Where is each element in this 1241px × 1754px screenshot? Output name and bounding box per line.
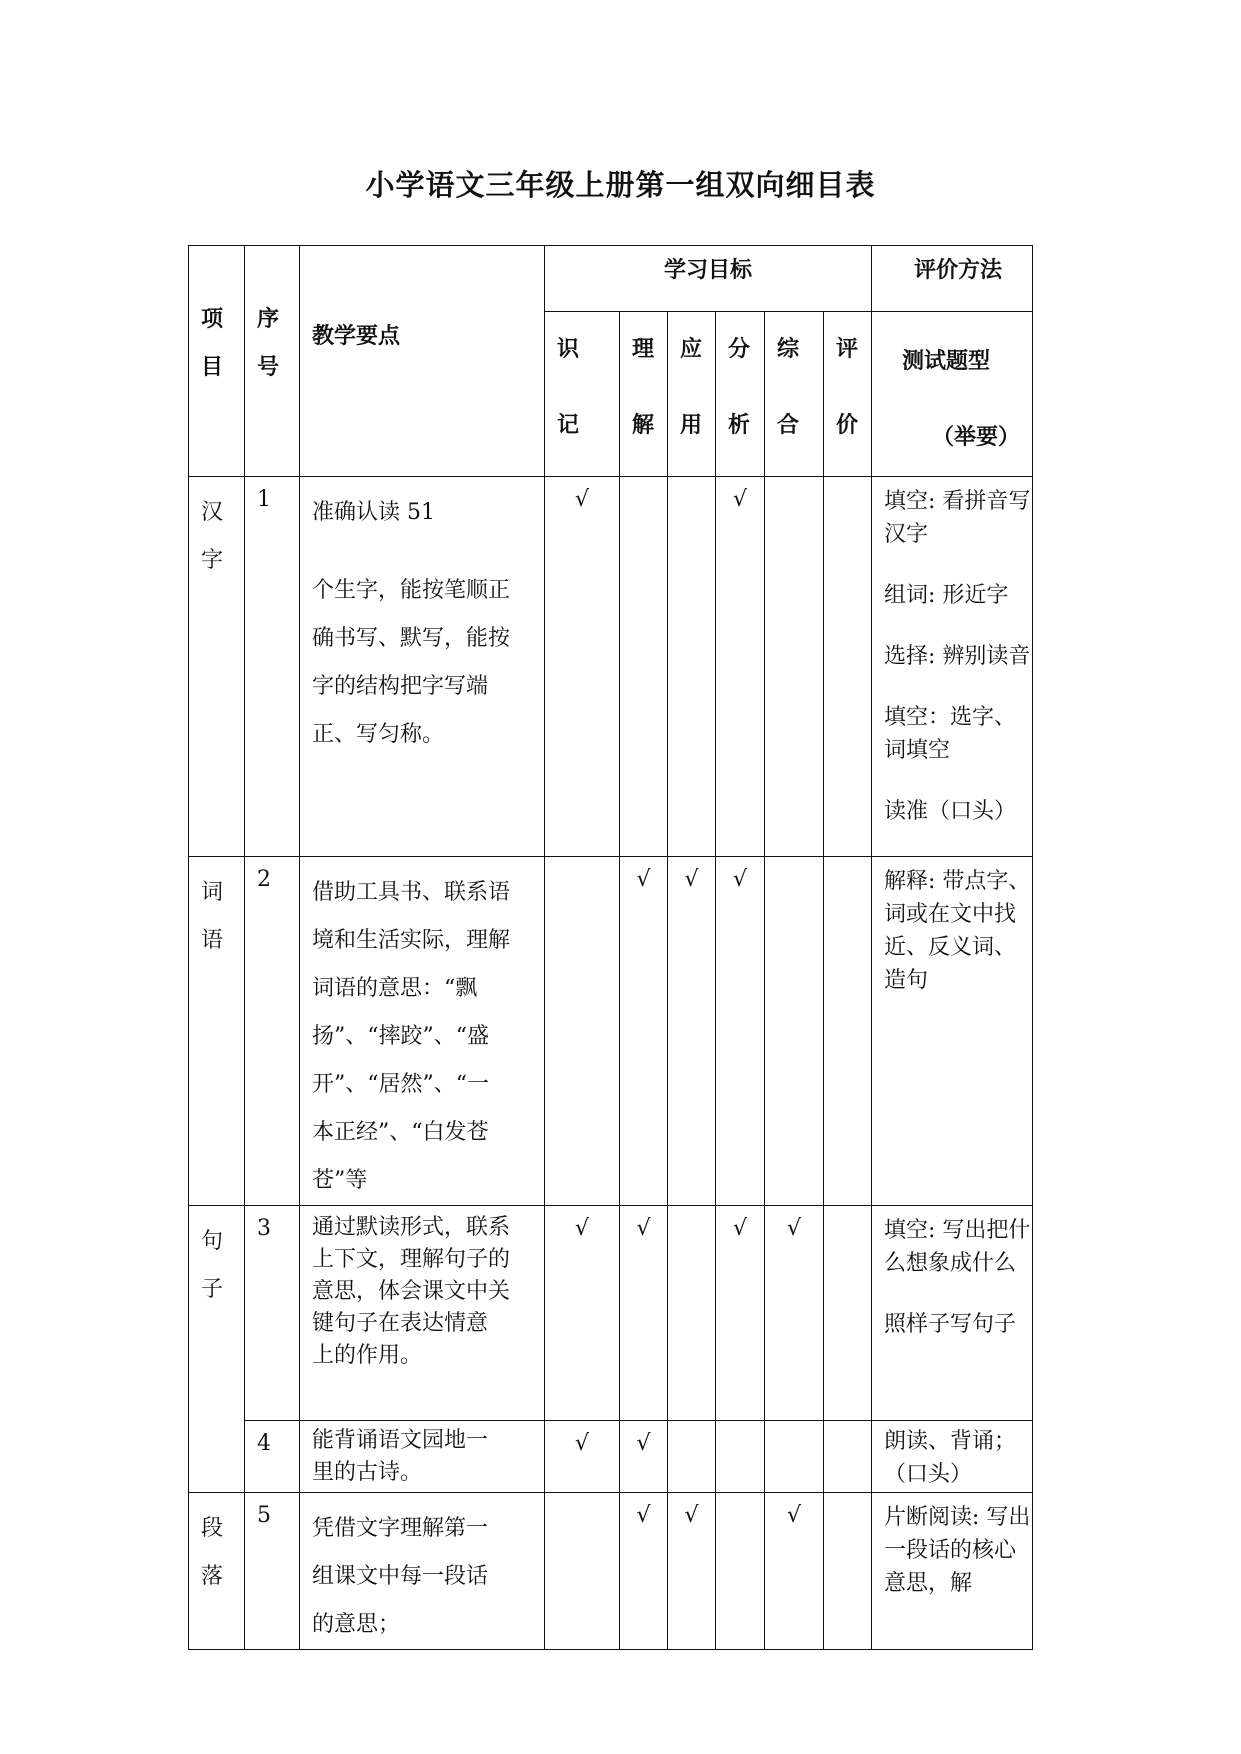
check-cell: √ <box>620 857 668 1206</box>
item-cell: 词 语 <box>189 857 245 1206</box>
eval-cell: 填空: 写出把什么想象成什么 照样子写句子 <box>872 1206 1033 1421</box>
goal-apply: 应 用 <box>668 312 716 477</box>
check-cell: √ <box>545 1421 620 1493</box>
item-cell: 段 落 <box>189 1493 245 1650</box>
eval-cell: 填空: 看拼音写汉字 组词: 形近字 选择: 辨别读音 填空：选字、词填空 读准（口头） <box>872 477 1033 857</box>
goal-analyze: 分 析 <box>716 312 765 477</box>
eval-cell: 朗读、背诵；（口头） <box>872 1421 1033 1493</box>
goal-evaluate: 评 价 <box>824 312 872 477</box>
check-cell <box>765 477 824 857</box>
check-cell <box>668 1206 716 1421</box>
header-item: 项 目 <box>189 246 245 477</box>
check-cell <box>716 1493 765 1650</box>
check-cell <box>765 857 824 1206</box>
header-method: 评价方法 <box>872 246 1033 312</box>
check-cell <box>824 1493 872 1650</box>
points-cell: 通过默读形式，联系 上下文，理解句子的 意思，体会课文中关 键句子在表达情意 上的作用。 <box>300 1206 545 1421</box>
seq-cell: 1 <box>245 477 300 857</box>
table-row <box>189 477 1033 857</box>
check-cell <box>716 1421 765 1493</box>
points-cell: 能背诵语文园地一 里的古诗。 <box>300 1421 545 1493</box>
seq-cell: 5 <box>245 1493 300 1650</box>
check-cell <box>824 1421 872 1493</box>
header-seq: 序 号 <box>245 246 300 477</box>
check-cell: √ <box>620 1493 668 1650</box>
seq-cell: 2 <box>245 857 300 1206</box>
points-cell: 借助工具书、联系语 境和生活实际，理解 词语的意思：“飘 扬”、“摔跤”、“盛 开”、“居然”、“一 本正经”、“白发苍 苍”等 <box>300 857 545 1206</box>
item-cell: 汉 字 <box>189 477 245 857</box>
check-cell <box>824 477 872 857</box>
item-cell: 句 子 <box>189 1206 245 1493</box>
check-cell <box>545 1493 620 1650</box>
check-cell: √ <box>765 1206 824 1421</box>
goal-synthesize: 综 合 <box>765 312 824 477</box>
check-cell <box>620 477 668 857</box>
table-row <box>189 857 1033 1206</box>
table-row <box>189 1206 1033 1421</box>
header-goals: 学习目标 <box>545 246 872 312</box>
check-cell: √ <box>668 1493 716 1650</box>
check-cell: √ <box>545 477 620 857</box>
check-cell: √ <box>620 1421 668 1493</box>
check-cell: √ <box>668 857 716 1206</box>
check-cell: √ <box>716 477 765 857</box>
check-cell <box>545 857 620 1206</box>
check-cell: √ <box>716 1206 765 1421</box>
table-row <box>189 1493 1033 1650</box>
check-cell: √ <box>765 1493 824 1650</box>
header-type: 测试题型 （举要） <box>872 312 1033 477</box>
points-cell: 准确认读 51 个生字，能按笔顺正 确书写、默写，能按 字的结构把字写端 正、写匀称。 <box>300 477 545 857</box>
check-cell: √ <box>545 1206 620 1421</box>
eval-cell: 解释: 带点字、词或在文中找近、反义词、造句 <box>872 857 1033 1206</box>
check-cell <box>765 1421 824 1493</box>
points-cell: 凭借文字理解第一 组课文中每一段话 的意思； <box>300 1493 545 1650</box>
check-cell: √ <box>620 1206 668 1421</box>
eval-cell: 片断阅读: 写出一段话的核心意思，解 <box>872 1493 1033 1650</box>
page-title: 小学语文三年级上册第一组双向细目表 <box>365 168 876 202</box>
table-row <box>189 1421 1033 1493</box>
seq-cell: 4 <box>245 1421 300 1493</box>
header-points: 教学要点 <box>300 246 545 477</box>
spec-table <box>188 245 1033 1650</box>
seq-cell: 3 <box>245 1206 300 1421</box>
check-cell <box>668 477 716 857</box>
check-cell: √ <box>716 857 765 1206</box>
check-cell <box>824 1206 872 1421</box>
goal-understand: 理 解 <box>620 312 668 477</box>
check-cell <box>824 857 872 1206</box>
check-cell <box>668 1421 716 1493</box>
goal-recall: 识 记 <box>545 312 620 477</box>
